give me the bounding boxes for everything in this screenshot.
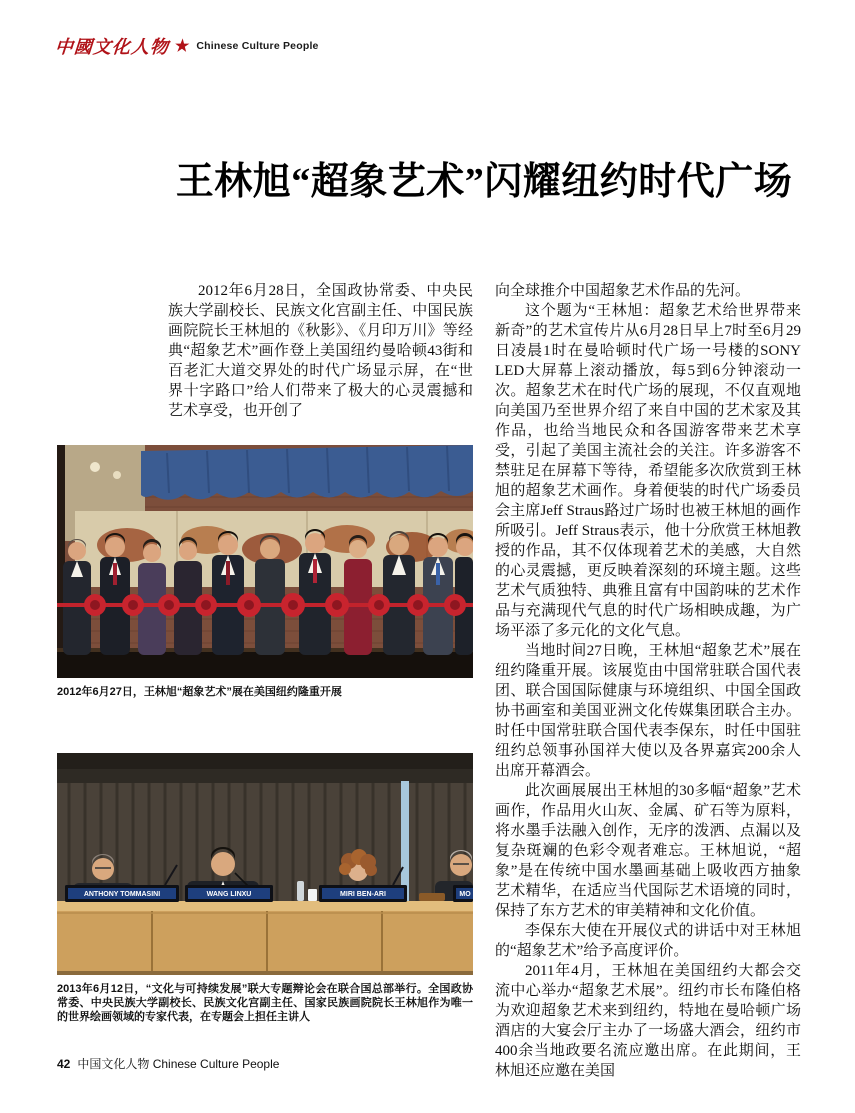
photo-un-panel-discussion — [57, 753, 473, 975]
svg-text:MO: MO — [459, 891, 471, 898]
magazine-logo-en: Chinese Culture People — [196, 40, 319, 52]
spotlight — [90, 462, 100, 472]
footer-magazine-name: 中国文化人物 Chinese Culture People — [77, 1057, 280, 1071]
page-number: 42 — [57, 1057, 71, 1071]
wood-block — [419, 893, 445, 901]
page-footer — [57, 1055, 279, 1072]
figure-2-caption: 2013年6月12日，“文化与可持续发展”联大专题辩论会在联合国总部举行。全国政协常委、中央民族大学副校长、民族文化宫副主任、国家民族画院院长王林旭作为唯一的世界绘画领域的专家代表，在专题会上担任主讲人 — [57, 983, 473, 1023]
magazine-header — [55, 34, 319, 58]
nameplate-wang-linxu — [185, 885, 273, 902]
figure-un-panel — [57, 753, 473, 1024]
svg-text:ANTHONY TOMMASINI: ANTHONY TOMMASINI — [83, 891, 161, 898]
nameplate-partial — [453, 885, 473, 902]
article-paragraph: 2011年4月，王林旭在美国纽约大都会交流中心举办“超象艺术展”。纽约市长布隆伯格为欢迎超象艺术来到纽约，特地在曼哈顿广场酒店的大宴会厅主办了一场盛大酒会，纽约市400余当地政要名流应邀出席。在此期间，王林旭还应邀在美国 — [495, 963, 801, 1079]
blue-valance-curtain — [141, 445, 473, 500]
figure-1-caption: 2012年6月27日，王林旭“超象艺术”展在美国纽约隆重开展 — [57, 686, 342, 698]
spotlight — [113, 471, 121, 479]
right-column — [495, 281, 801, 1081]
left-column — [168, 281, 473, 421]
article-paragraph: 2012年6月28日，全国政协常委、中央民族大学副校长、民族文化宫副主任、中国民族画院院长王林旭的《秋影》、《月印万川》等经典“超象艺术”画作登上美国纽约曼哈顿43街和百老汇大道交界处的时代广场显示屏，在“世界十字路口”给人们带来了极大的心灵震撼和艺术享受，也开创了 — [168, 283, 473, 419]
stage-floor — [57, 651, 473, 678]
blue-un-curtain — [401, 781, 409, 903]
star-icon: ★ — [174, 36, 192, 55]
water-bottle — [297, 881, 304, 901]
svg-text:WANG LINXU: WANG LINXU — [206, 891, 252, 898]
article-paragraph: 李保东大使在开展仪式的讲话中对王林旭的“超象艺术”给予高度评价。 — [495, 923, 801, 959]
figure-ribbon-cutting — [57, 445, 473, 699]
panel-desk — [57, 901, 473, 975]
svg-text:MIRI BEN-ARI: MIRI BEN-ARI — [340, 891, 386, 898]
article-paragraph: 此次画展展出王林旭的30多幅“超象”艺术画作，作品用火山灰、金属、矿石等为原料，将水墨手法融入创作，无序的泼洒、点漏以及复杂斑斓的色彩令观者难忘。王林旭说，“超象”是在传统中国水墨画基础上吸收西方抽象艺术精华，在适应当代国际艺术语境的同时，保持了东方艺术的审美精神和文化价值。 — [495, 783, 801, 919]
article-paragraph: 向全球推介中国超象艺术作品的先河。 — [495, 283, 751, 299]
article-title: 王林旭“超象艺术”闪耀纽约时代广场 — [175, 161, 793, 203]
cup — [308, 889, 317, 901]
photo-ribbon-cutting-ceremony — [57, 445, 473, 678]
magazine-logo-cn: 中國文化人物 — [54, 37, 170, 58]
article-paragraph: 这个题为“王林旭：超象艺术给世界带来新奇”的艺术宣传片从6月28日早上7时至6月29日凌晨1时在曼哈顿时代广场一号楼的SONY LED大屏幕上滚动播放，每5到6分钟滚动一次。超象艺术在时代广场的展现，不仅直观地向美国乃至世界介绍了来自中国的艺术家及其作品，也给当地民众和各国游客带来艺术享受，引起了美国主流社会的关注。许多游客不禁驻足在屏幕下等待，希望能多次欣赏到王林旭的超象艺术画作。身着便装的时代广场委员会主席Jeff Straus路过广场时也被王林旭的画作所吸引。Jeff Straus表示，他十分欣赏王林旭教授的作品，其不仅体现着艺术的美感，大自然的心灵震撼，更反映着深刻的环境主题。这些艺术气质独特、典雅且富有中国韵味的艺术作品与充满现代气息的时代广场相映成趣，为广场平添了多元化的文化气息。 — [495, 303, 801, 639]
article-paragraph: 当地时间27日晚，王林旭“超象艺术”展在纽约隆重开展。该展览由中国常驻联合国代表团、联合国国际健康与环境组织、中国全国政协书画室和美国亚洲文化传媒集团联合主办。时任中国常驻联合国代表李保东，时任中国驻纽约总领事孙国祥大使以及各界嘉宾200余人出席开幕酒会。 — [495, 643, 801, 779]
